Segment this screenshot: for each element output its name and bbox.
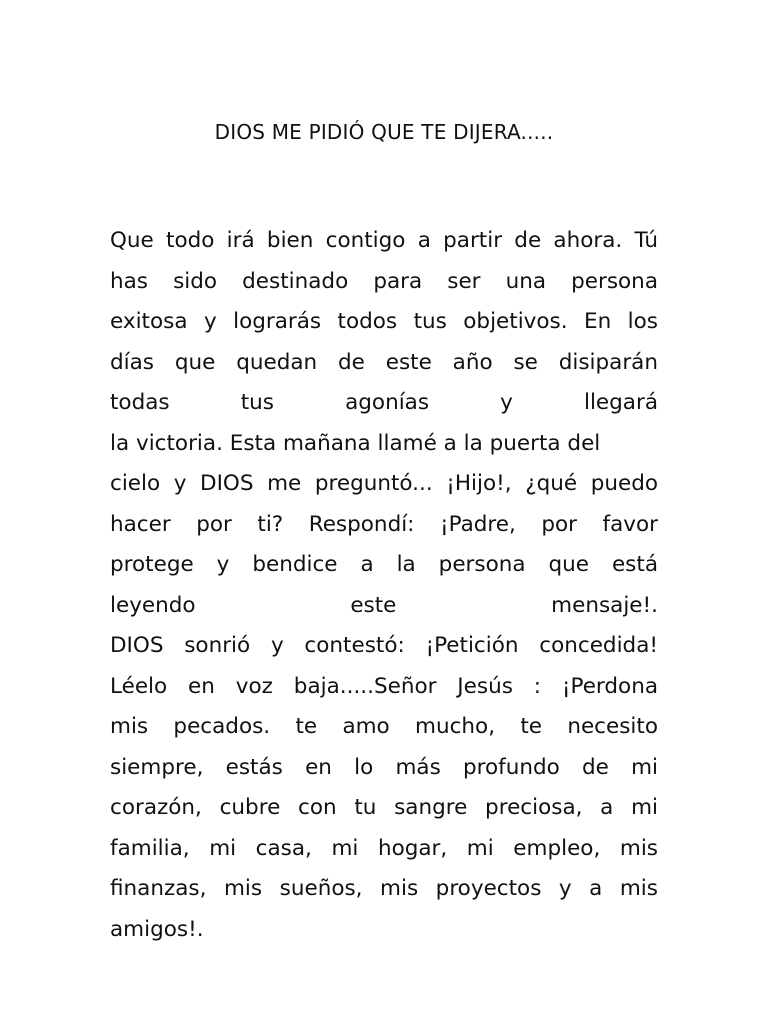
body-line: exitosa y lograrás todos tus objetivos. En los bbox=[110, 309, 658, 334]
body-line: hacer por ti? Respondí: ¡Padre, por favor bbox=[110, 511, 658, 537]
body-line: familia, mi casa, mi hogar, mi empleo, mis bbox=[110, 835, 658, 861]
body-line: has sido destinado para ser una persona bbox=[110, 268, 658, 294]
body-line: siempre, estás en lo más profundo de mi bbox=[110, 754, 658, 780]
body-line: leyendo este mensaje!. bbox=[110, 592, 658, 618]
body-line: finanzas, mis sueños, mis proyectos y a mis bbox=[110, 876, 658, 901]
document-title: DIOS ME PIDIÓ QUE TE DIJERA..... bbox=[214, 120, 554, 144]
body-line: corazón, cubre con tu sangre preciosa, a mi bbox=[110, 795, 658, 820]
body-line: días que quedan de este año se disiparán bbox=[110, 349, 658, 375]
body-line: DIOS sonrió y contestó: ¡Petición concedida! bbox=[110, 633, 658, 658]
document-body bbox=[110, 221, 658, 950]
body-line: todas tus agonías y llegará bbox=[110, 390, 658, 415]
body-line: cielo y DIOS me preguntó... ¡Hijo!, ¿qué puedo bbox=[110, 471, 658, 496]
body-line: Léelo en voz baja.....Señor Jesús : ¡Perdona bbox=[110, 673, 658, 699]
body-line: protege y bendice a la persona que está bbox=[110, 552, 658, 577]
body-line: la victoria. Esta mañana llamé a la puerta del bbox=[110, 430, 601, 456]
body-line: mis pecados. te amo mucho, te necesito bbox=[110, 714, 658, 739]
body-line: Que todo irá bien contigo a partir de ahora. Tú bbox=[110, 228, 658, 253]
body-line: amigos!. bbox=[110, 916, 204, 942]
